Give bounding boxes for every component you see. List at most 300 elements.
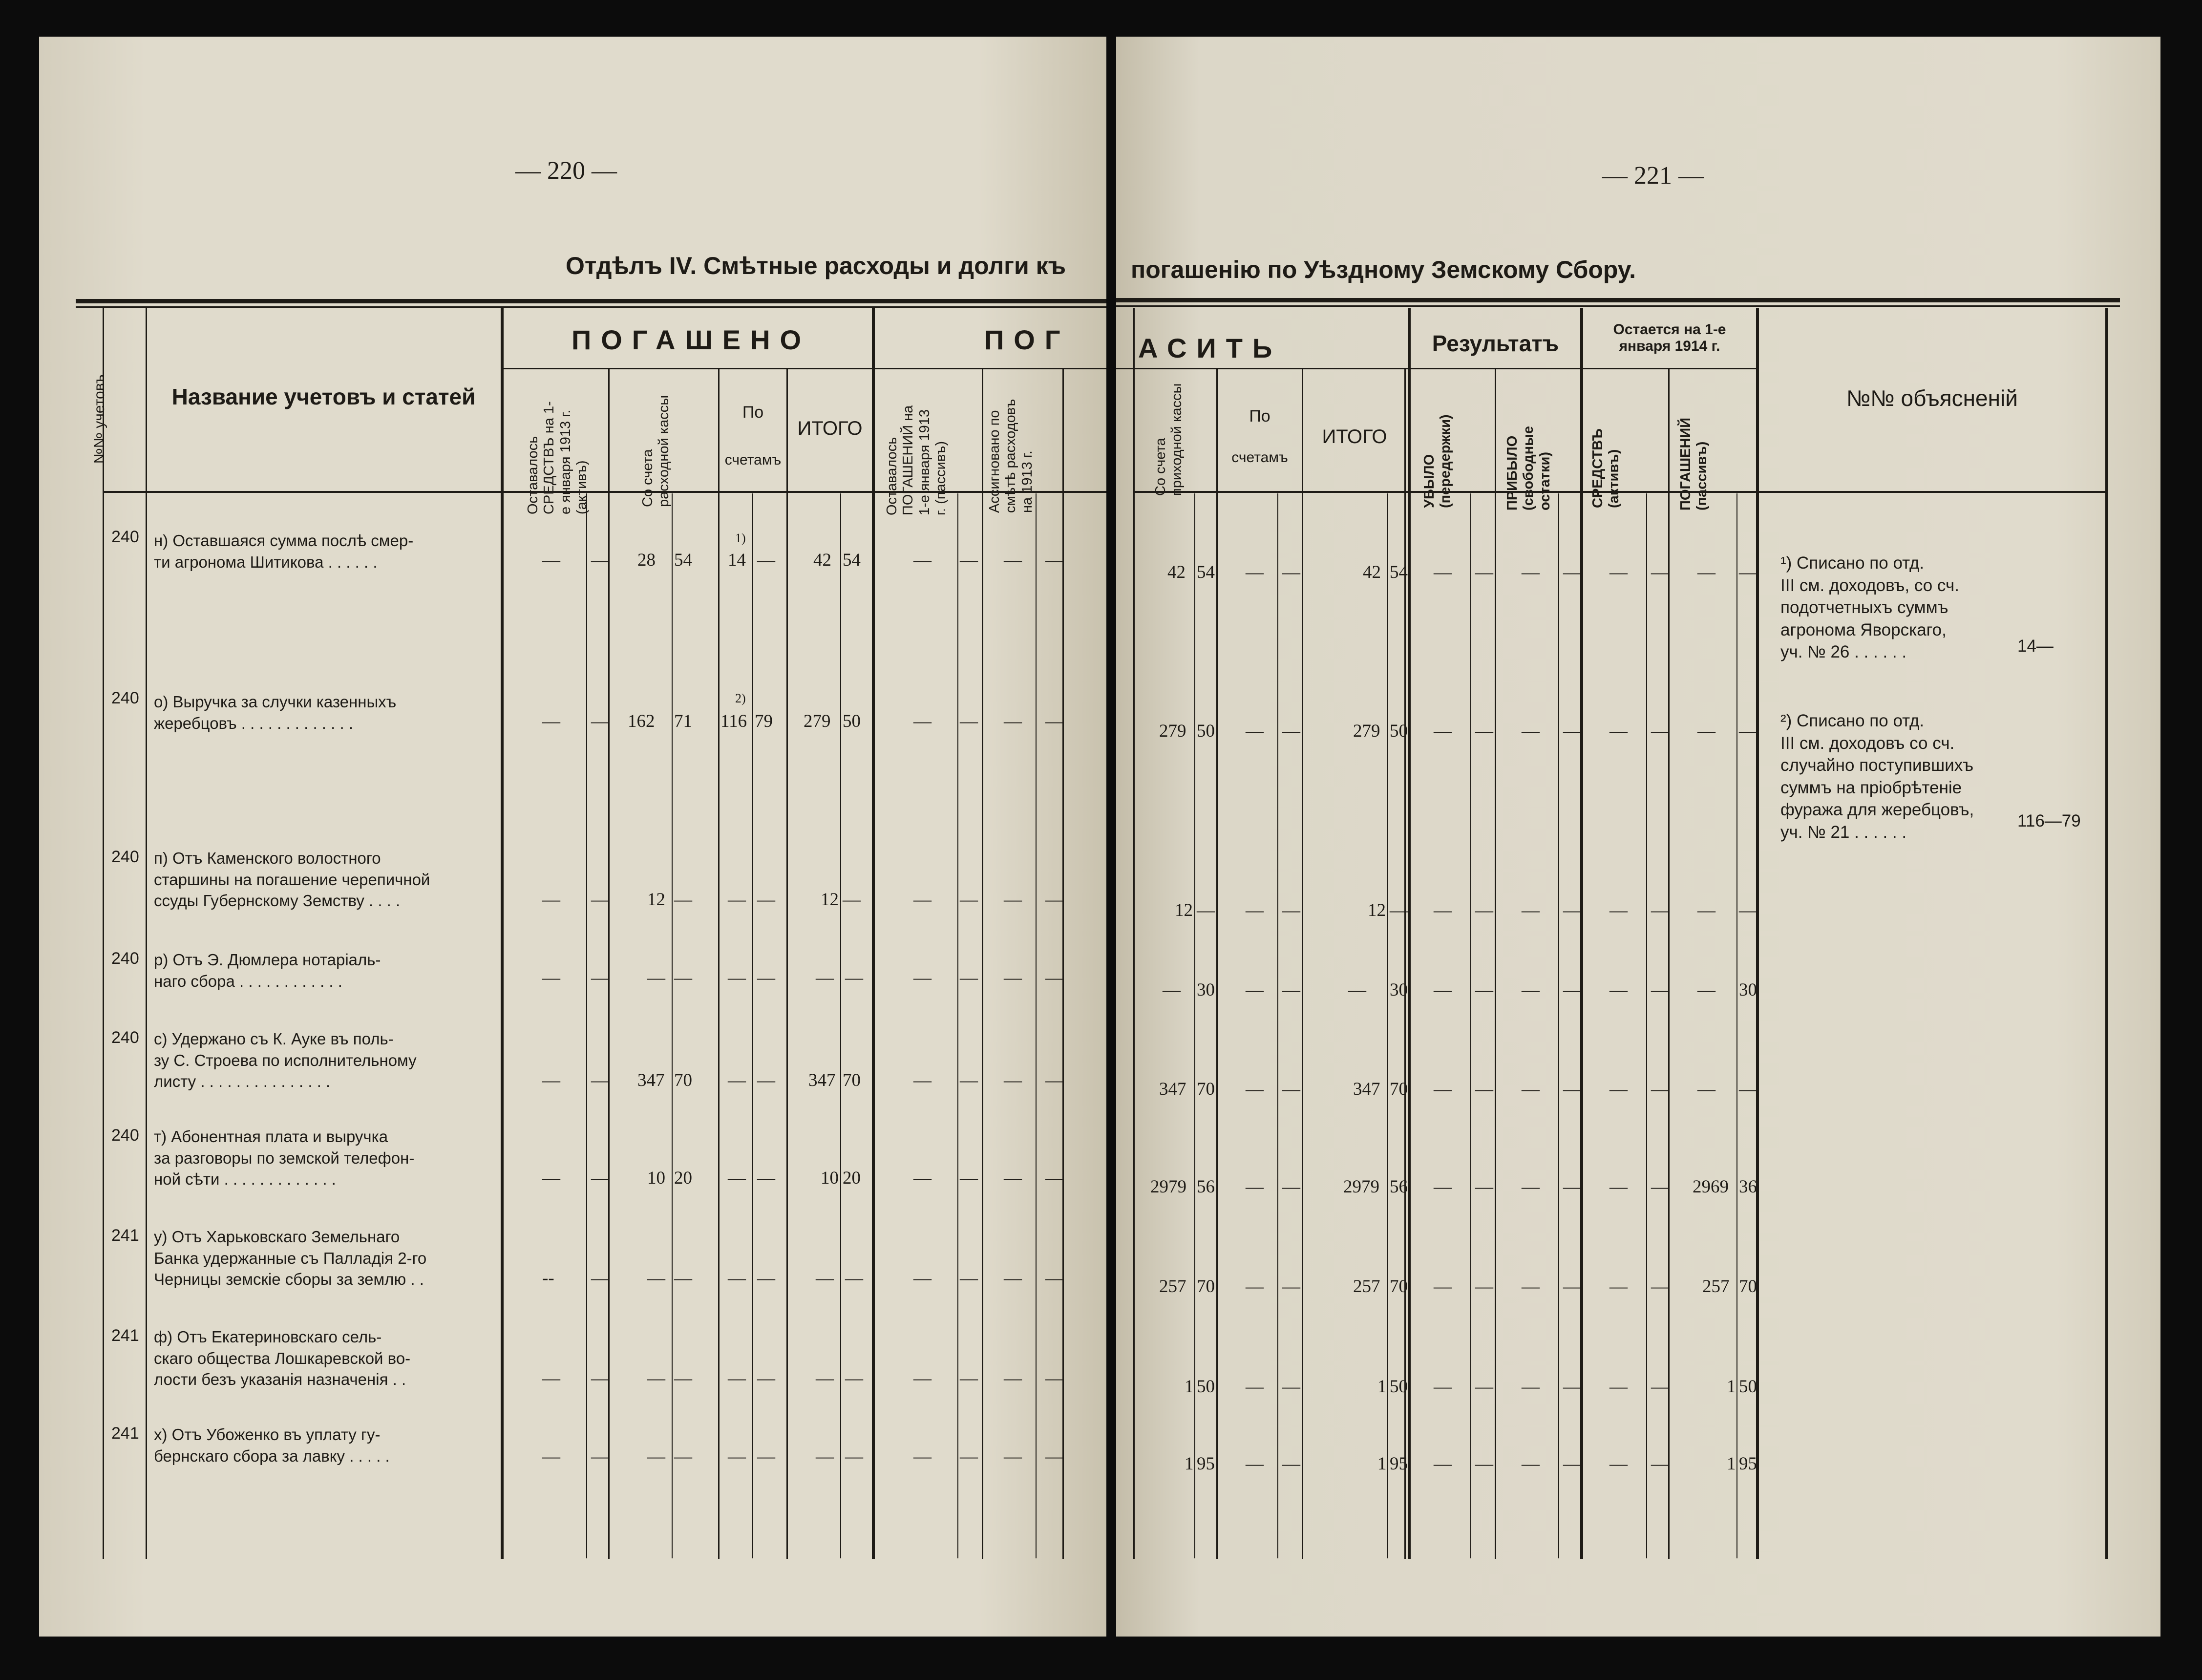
left-page [39, 37, 1106, 1637]
table-cell: — [1697, 900, 1715, 920]
header-by-accounts-1: По [1249, 407, 1270, 425]
table-cell: — [1475, 721, 1493, 741]
table-cell: — [1739, 900, 1757, 920]
table-cell: — [1739, 562, 1757, 582]
row-name: ф) Отъ Екатериновскаго сель- скаго общества Лошкаревской во- лости безъ указанія назначенія . . [154, 1328, 411, 1389]
table-cell: 1 [1377, 1454, 1387, 1474]
table-cell: — [1609, 1177, 1628, 1197]
table-cell: — [647, 968, 665, 988]
table-cell: 279 [1353, 721, 1380, 741]
row-name: п) Отъ Каменского волостного старшины на погашение черепичной ссуды Губернскому Земству . . . . [154, 849, 430, 910]
table-cell: 50 [843, 711, 861, 731]
table-rule [76, 299, 1106, 303]
table-rule [982, 369, 983, 1559]
table-cell: — [542, 550, 560, 570]
table-cell: — [1609, 721, 1628, 741]
table-cell: — [1697, 562, 1715, 582]
table-cell: — [1434, 721, 1452, 741]
table-cell: 240 [111, 848, 139, 866]
table-cell: — [1348, 980, 1366, 1000]
table-cell: 12 [1175, 900, 1193, 920]
table-cell: 70 [843, 1070, 861, 1090]
row-name: у) Отъ Харьковскаго Земельнаго Банка удержанные съ Палладія 2-го Черницы земскіе сборы за землю . . [154, 1228, 427, 1289]
table-cell: — [1434, 980, 1452, 1000]
header-total: ИТОГО [1322, 426, 1387, 447]
table-cell: — [1434, 562, 1452, 582]
table-rule [1387, 493, 1388, 1558]
table-cell: 54 [1390, 562, 1408, 582]
table-cell: — [1697, 1079, 1715, 1099]
table-cell: — [1045, 968, 1063, 988]
table-cell: 70 [1739, 1276, 1757, 1297]
table-cell: — [913, 550, 932, 570]
header-result: Результатъ [1432, 331, 1559, 356]
table-cell: — [1004, 968, 1022, 988]
right-page [1116, 37, 2160, 1637]
row-name: с) Удержано съ К. Ауке въ поль- зу С. Строева по исполнительному листу . . . . . . . . . . . . . . . [154, 1030, 417, 1091]
table-cell: — [816, 1368, 834, 1388]
table-cell: — [1739, 1079, 1757, 1099]
table-cell: — [1282, 1454, 1300, 1474]
table-cell: 54 [843, 550, 861, 570]
table-cell: — [913, 711, 932, 731]
table-cell: — [1045, 890, 1063, 910]
header-to-repay-part: ПОГ [984, 324, 1070, 355]
table-cell: — [1434, 1377, 1452, 1397]
table-rule [1277, 493, 1278, 1558]
table-cell: — [913, 1368, 932, 1388]
table-cell: — [1651, 1177, 1669, 1197]
table-cell: — [845, 968, 863, 988]
table-cell: 28 [637, 550, 656, 570]
table-cell: — [591, 1268, 609, 1288]
table-cell: — [1651, 562, 1669, 582]
section-title: погашенію по Уѣздному Земскому Сбору. [1131, 256, 1636, 283]
table-cell: — [1475, 1177, 1493, 1197]
table-cell: 42 [1363, 562, 1381, 582]
table-cell: — [1246, 900, 1264, 920]
table-cell: — [728, 1268, 746, 1288]
table-cell: — [1739, 721, 1757, 741]
table-cell: — [1004, 711, 1022, 731]
table-cell: — [1197, 900, 1215, 920]
row-name: н) Оставшаяся сумма послѣ смер- ти агронома Шитикова . . . . . . [154, 532, 414, 571]
table-cell: — [1246, 980, 1264, 1000]
table-cell: — [1246, 1377, 1264, 1397]
table-rule [752, 493, 753, 1558]
table-cell: — [1475, 562, 1493, 582]
table-cell: — [1651, 1276, 1669, 1297]
table-cell: 2) [735, 691, 746, 705]
table-cell: — [1282, 900, 1300, 920]
table-cell: — [845, 1446, 863, 1467]
table-cell: — [674, 1368, 692, 1388]
table-cell: — [1563, 1377, 1581, 1397]
table-cell: — [913, 890, 932, 910]
table-cell: — [1045, 1070, 1063, 1090]
table-cell: — [1651, 900, 1669, 920]
table-rule [1116, 368, 1757, 369]
table-rule [103, 308, 104, 1559]
table-cell: — [728, 1168, 746, 1188]
table-cell: — [913, 1070, 932, 1090]
header-gain: ПРИБЫЛО (свободные остатки) [1504, 425, 1553, 510]
table-cell: — [1475, 980, 1493, 1000]
table-cell: — [1004, 1168, 1022, 1188]
table-cell: — [1651, 1377, 1669, 1397]
table-cell: — [591, 711, 609, 731]
table-cell: 10 [821, 1168, 839, 1188]
table-rule [840, 493, 841, 1558]
table-cell: — [674, 968, 692, 988]
table-rule [501, 308, 504, 1559]
table-cell: 50 [1390, 721, 1408, 741]
table-cell: — [960, 1070, 978, 1090]
table-cell: — [757, 890, 775, 910]
table-cell: — [1246, 1454, 1264, 1474]
table-cell: 95 [1390, 1454, 1408, 1474]
table-rule [1408, 308, 1411, 1559]
table-cell: 70 [1390, 1276, 1408, 1297]
table-cell: — [1609, 1454, 1628, 1474]
table-cell: — [1609, 562, 1628, 582]
table-cell: — [728, 1446, 746, 1467]
table-cell: 36 [1739, 1177, 1757, 1197]
table-cell: 240 [111, 528, 139, 546]
table-cell: — [1609, 980, 1628, 1000]
table-cell: — [591, 890, 609, 910]
header-to-repay-part: АСИТЬ [1138, 333, 1282, 363]
table-cell: 347 [1353, 1079, 1380, 1099]
table-rule [1116, 298, 2120, 302]
table-cell: — [960, 1446, 978, 1467]
table-cell: — [1651, 1454, 1669, 1474]
table-cell: — [1434, 1079, 1452, 1099]
table-cell: — [757, 968, 775, 988]
row-name: о) Выручка за случки казенныхъ жеребцовъ . . . . . . . . . . . . . [154, 693, 397, 732]
table-cell: — [728, 1368, 746, 1388]
page-number: — 221 — [1602, 162, 1704, 190]
table-cell: — [1475, 1276, 1493, 1297]
table-rule [1133, 308, 1135, 1559]
table-cell: 71 [674, 711, 692, 731]
table-cell: — [1563, 1454, 1581, 1474]
table-cell: 50 [1197, 1377, 1215, 1397]
header-from-cash: Со счета расходной кассы [640, 395, 672, 507]
table-cell: — [1475, 1079, 1493, 1099]
footnote-2-amount: 116—79 [2017, 811, 2081, 830]
table-cell: — [1651, 980, 1669, 1000]
table-cell: — [1045, 1268, 1063, 1288]
table-cell: 30 [1739, 980, 1757, 1000]
table-cell: — [591, 1368, 609, 1388]
table-cell: 30 [1197, 980, 1215, 1000]
table-cell: 2979 [1150, 1177, 1186, 1197]
table-cell: 240 [111, 1028, 139, 1047]
row-name: т) Абонентная плата и выручка за разговоры по земской телефон- ной сѣти . . . . . . . . . . . . . [154, 1127, 415, 1189]
table-cell: — [1697, 721, 1715, 741]
table-cell: — [1434, 1276, 1452, 1297]
table-cell: 42 [1167, 562, 1186, 582]
table-cell: — [845, 1368, 863, 1388]
table-cell: — [1004, 1070, 1022, 1090]
table-cell: — [728, 1070, 746, 1090]
table-cell: — [1045, 711, 1063, 731]
table-cell: — [728, 968, 746, 988]
table-cell: — [1434, 1177, 1452, 1197]
table-cell: — [1390, 900, 1408, 920]
table-cell: 240 [111, 1126, 139, 1145]
table-rule [1580, 308, 1583, 1559]
table-cell: — [1282, 1079, 1300, 1099]
table-cell: — [647, 1446, 665, 1467]
table-rule [1116, 305, 2120, 307]
header-remaining-assets: Оставалось СРЕДСТВЪ на 1-е января 1913 г. (активъ) [525, 401, 590, 514]
table-cell: — [1522, 1079, 1540, 1099]
table-cell: — [542, 890, 560, 910]
table-cell: 56 [1390, 1177, 1408, 1197]
table-rule [1194, 493, 1195, 1558]
table-cell: — [816, 968, 834, 988]
header-remaining-repay: Оставалось ПОГАШЕНИЙ на 1-е января 1913 г. (пассивъ) [884, 405, 949, 515]
table-cell: — [1434, 1454, 1452, 1474]
header-assigned: Ассигновано по смѣтѣ расходовъ на 1913 г. [987, 399, 1035, 513]
table-cell: — [591, 968, 609, 988]
table-rule [1302, 369, 1303, 1559]
table-rule [1736, 493, 1737, 1558]
table-rule [872, 308, 875, 1559]
table-cell: 2969 [1693, 1177, 1729, 1197]
footnote-1-amount: 14— [2017, 637, 2054, 656]
table-cell: 347 [808, 1070, 836, 1090]
table-cell: 70 [1197, 1079, 1215, 1099]
table-cell: 20 [674, 1168, 692, 1188]
table-cell: — [591, 1446, 609, 1467]
table-cell: — [1522, 980, 1540, 1000]
table-cell: — [960, 1168, 978, 1188]
table-rule [76, 306, 1106, 308]
table-cell: — [1563, 980, 1581, 1000]
table-cell: — [1522, 562, 1540, 582]
table-rule [1470, 493, 1471, 1558]
header-total: ИТОГО [797, 418, 863, 439]
table-cell: — [1522, 721, 1540, 741]
table-cell: — [674, 890, 692, 910]
table-rule [1646, 493, 1647, 1558]
table-cell: 54 [674, 550, 692, 570]
table-cell: 95 [1197, 1454, 1215, 1474]
table-cell: — [1563, 1276, 1581, 1297]
table-rule [504, 368, 1106, 369]
table-rule [586, 493, 587, 1558]
table-cell: — [542, 1368, 560, 1388]
table-cell: 1 [1727, 1454, 1736, 1474]
row-name: х) Отъ Убоженко въ уплату гу- бернскаго сбора за лавку . . . . . [154, 1425, 390, 1465]
table-cell: — [1609, 1377, 1628, 1397]
table-cell: — [542, 1070, 560, 1090]
table-cell: — [960, 890, 978, 910]
table-rule [1495, 369, 1496, 1559]
table-cell: — [913, 968, 932, 988]
table-cell: — [1004, 1368, 1022, 1388]
table-cell: 12 [821, 890, 839, 910]
table-rule [1216, 369, 1218, 1559]
table-cell: — [1609, 1079, 1628, 1099]
table-cell: 70 [674, 1070, 692, 1090]
table-cell: 241 [111, 1226, 139, 1245]
table-cell: — [674, 1446, 692, 1467]
table-cell: — [1282, 980, 1300, 1000]
table-cell: — [1434, 900, 1452, 920]
table-cell: — [1563, 562, 1581, 582]
table-cell: 240 [111, 689, 139, 707]
table-cell: 257 [1353, 1276, 1380, 1297]
table-cell: — [1282, 1276, 1300, 1297]
table-cell: -- [542, 1268, 554, 1288]
table-cell: 241 [111, 1424, 139, 1443]
header-account-no: №№ учетовъ [91, 374, 107, 464]
header-repayments: ПОГАШЕНИЙ (пассивъ) [1678, 417, 1710, 510]
table-cell: — [728, 890, 746, 910]
page-number: — 220 — [515, 157, 617, 185]
table-cell: 347 [1159, 1079, 1186, 1099]
table-cell: — [1563, 1177, 1581, 1197]
table-cell: — [542, 1168, 560, 1188]
table-cell: 12 [1368, 900, 1386, 920]
table-cell: 116 [720, 711, 747, 731]
header-assets: СРЕДСТВЪ (активъ) [1590, 428, 1622, 508]
table-cell: 2979 [1343, 1177, 1379, 1197]
table-cell: — [843, 890, 861, 910]
table-cell: 50 [1390, 1377, 1408, 1397]
table-cell: 30 [1390, 980, 1408, 1000]
header-explanations: №№ объясненій [1846, 385, 2018, 411]
table-cell: — [1697, 980, 1715, 1000]
table-cell: 12 [647, 890, 665, 910]
table-cell: — [591, 1168, 609, 1188]
table-cell: — [1004, 550, 1022, 570]
table-cell: — [1282, 1177, 1300, 1197]
table-cell: — [960, 1268, 978, 1288]
table-cell: — [591, 550, 609, 570]
table-cell: — [1522, 1454, 1540, 1474]
table-cell: — [757, 1168, 775, 1188]
table-cell: 42 [813, 550, 831, 570]
table-cell: 347 [637, 1070, 665, 1090]
table-cell: — [1004, 1446, 1022, 1467]
table-cell: — [1475, 900, 1493, 920]
table-cell: — [674, 1268, 692, 1288]
table-cell: 1) [735, 531, 746, 545]
table-cell: — [1282, 562, 1300, 582]
table-cell: — [1282, 1377, 1300, 1397]
table-cell: — [1246, 562, 1264, 582]
table-cell: — [1045, 1368, 1063, 1388]
table-rule [2105, 308, 2108, 1559]
table-cell: 1 [1377, 1377, 1387, 1397]
table-cell: — [1609, 900, 1628, 920]
table-cell: — [757, 1368, 775, 1388]
table-cell: — [1651, 721, 1669, 741]
table-cell: — [960, 968, 978, 988]
table-cell: 10 [647, 1168, 665, 1188]
table-cell: — [1563, 721, 1581, 741]
table-cell: — [1475, 1377, 1493, 1397]
table-cell: — [1163, 980, 1181, 1000]
table-cell: — [913, 1446, 932, 1467]
table-cell: — [1246, 1079, 1264, 1099]
table-cell: — [1651, 1079, 1669, 1099]
table-cell: — [1246, 721, 1264, 741]
table-cell: — [591, 1070, 609, 1090]
header-name: Название учетовъ и статей [171, 384, 476, 409]
table-cell: — [913, 1168, 932, 1188]
table-cell: — [1522, 1177, 1540, 1197]
table-rule [957, 493, 958, 1558]
table-cell: — [960, 550, 978, 570]
header-paid: ПОГАШЕНО [572, 324, 811, 355]
table-cell: — [1246, 1276, 1264, 1297]
table-rule [1756, 308, 1759, 1559]
header-by-accounts-2: счетамъ [1231, 449, 1288, 466]
table-cell: 279 [1159, 721, 1186, 741]
table-cell: — [647, 1268, 665, 1288]
footnote-1: ¹) Списано по отд. III см. доходовъ, со сч. подотчетныхъ суммъ агронома Яворскаго, уч. № 26 . . . . . . [1780, 553, 1959, 661]
table-cell: — [1475, 1454, 1493, 1474]
table-cell: — [647, 1368, 665, 1388]
table-cell: 241 [111, 1326, 139, 1345]
table-cell: 70 [1197, 1276, 1215, 1297]
table-rule [718, 369, 720, 1559]
table-cell: — [1004, 1268, 1022, 1288]
table-cell: — [757, 550, 775, 570]
table-cell: — [1563, 1079, 1581, 1099]
table-rule [672, 493, 673, 1558]
table-cell: — [1045, 1168, 1063, 1188]
table-cell: — [542, 711, 560, 731]
table-rule [1036, 493, 1037, 1558]
section-title: Отдѣлъ IV. Смѣтные расходы и долги къ [566, 252, 1066, 279]
table-cell: — [913, 1268, 932, 1288]
table-cell: — [1609, 1276, 1628, 1297]
header-loss: УБЫЛО (передержки) [1421, 414, 1454, 508]
table-cell: — [1522, 1276, 1540, 1297]
table-cell: 14 [728, 550, 746, 570]
table-cell: 50 [1197, 721, 1215, 741]
table-cell: — [1246, 1177, 1264, 1197]
table-cell: 1 [1727, 1377, 1736, 1397]
table-cell: 20 [843, 1168, 861, 1188]
table-cell: — [960, 1368, 978, 1388]
table-cell: 240 [111, 949, 139, 968]
table-cell: 1 [1185, 1377, 1194, 1397]
header-by-accounts-2: счетамъ [724, 452, 782, 468]
table-cell: 95 [1739, 1454, 1757, 1474]
table-cell: — [542, 968, 560, 988]
table-cell: 279 [804, 711, 831, 731]
row-name: р) Отъ Э. Дюмлера нотаріаль- наго сбора . . . . . . . . . . . . [154, 951, 381, 990]
table-cell: — [960, 711, 978, 731]
table-cell: — [1045, 1446, 1063, 1467]
table-cell: 70 [1390, 1079, 1408, 1099]
table-cell: — [1522, 1377, 1540, 1397]
table-cell: — [1563, 900, 1581, 920]
table-cell: 79 [755, 711, 773, 731]
table-cell: — [816, 1268, 834, 1288]
table-rule [786, 369, 788, 1559]
table-rule [1558, 493, 1559, 1558]
table-cell: — [757, 1070, 775, 1090]
